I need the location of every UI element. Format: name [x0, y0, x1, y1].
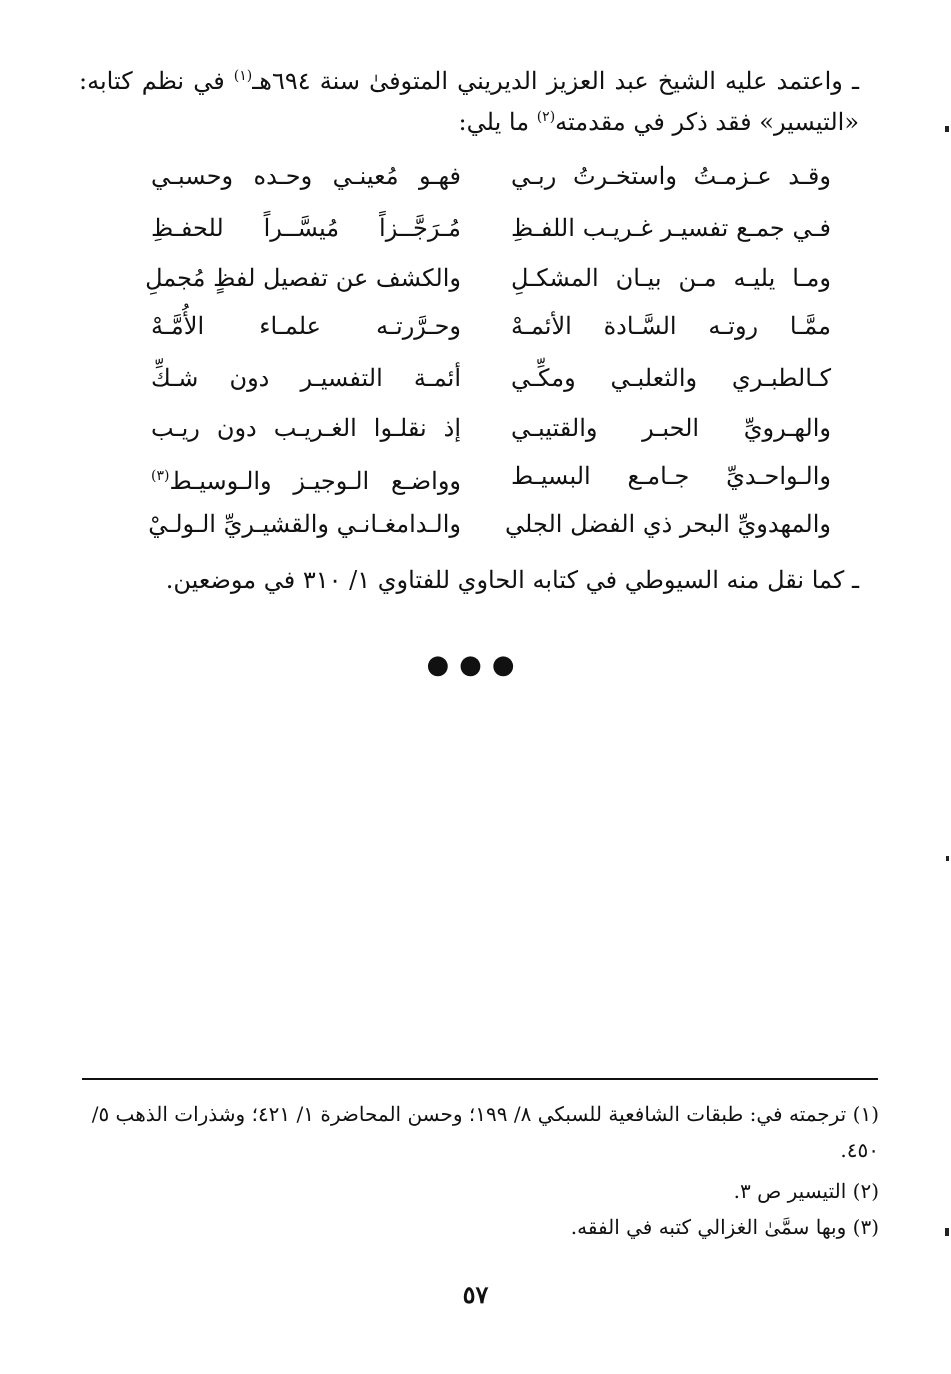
intro-text: ـ واعتمد عليه الشيخ عبد العزيز الديريني المتوفىٰ سنة ٦٩٤هـ — [252, 67, 859, 95]
verse-line — [151, 204, 831, 252]
verse-second-hemistich: وحـرَّرتـه علمـاء الأُمَّـهْ — [151, 312, 461, 340]
footnote-text: وبها سمَّىٰ الغزالي كتبه في الفقه. — [570, 1215, 847, 1239]
closing-paragraph: ـ كما نقل منه السيوطي في كتابه الحاوي للفتاوي ١/ ٣١٠ في موضعين. — [165, 566, 859, 594]
verse-second-hemistich: فهـو مُعينـي وحـده وحسبـي — [151, 162, 461, 190]
verse-first-hemistich: ممَّـا روتـه السَّـادة الأئمـهْ — [511, 312, 831, 340]
verse-line — [145, 254, 831, 302]
footnote-ref-1[interactable]: (١) — [233, 68, 253, 84]
footnote-item — [79, 1173, 879, 1209]
footnote-item — [79, 1209, 879, 1245]
verse-line — [151, 354, 831, 402]
scan-speck — [945, 126, 949, 132]
footnote-number: (٢) — [852, 1179, 879, 1203]
verse-first-hemistich: فـي جمـع تفسيـر غـريـب اللفـظِ — [511, 214, 831, 242]
verse-first-hemistich: وقـد عـزمـتُ واستخـرتُ ربـي — [511, 162, 831, 190]
verse-first-hemistich: ومـا يليـه مـن بيـان المشكـلِ — [511, 264, 831, 292]
verse-line — [151, 404, 831, 452]
verse-line — [151, 152, 831, 200]
verse-second-hemistich: إذ نقلـوا الغـريـب دون ريـب — [151, 414, 461, 442]
footnote-number: (١) — [852, 1102, 879, 1126]
verse-first-hemistich: والمهدويِّ البحر ذي الفضل الجلي — [505, 510, 831, 538]
section-separator: ●●● — [426, 650, 525, 680]
intro-text-continued: في نظم كتابه: «التيسير» فقد ذكر في مقدمته — [79, 67, 859, 136]
footnote-ref-2[interactable]: (٢) — [536, 109, 556, 125]
verse-line — [151, 452, 831, 500]
verse-second-hemistich: والـدامغـانـي والقشيـريِّ الـولـيْ — [148, 510, 461, 538]
verse-second-hemistich — [151, 452, 461, 505]
footnote-ref-3[interactable]: (٣) — [151, 468, 170, 484]
verse-first-hemistich: كـالطبـري والثعلبـي ومكِّـي — [511, 364, 831, 392]
footnote-text: ترجمته في: طبقات الشافعية للسبكي ٨/ ١٩٩؛ وحسن المحاضرة ١/ ٤٢١؛ وشذرات الذهب ٥/ ٤٥٠. — [91, 1102, 879, 1162]
verse-second-hemistich: والكشف عن تفصيل لفظٍ مُجملِ — [145, 264, 461, 292]
footnote-text: التيسير ص ٣. — [733, 1179, 847, 1203]
scan-speck — [945, 1228, 949, 1236]
verse-first-hemistich: والـواحـديِّ جـامـع البسيـط — [511, 462, 831, 490]
verse-second-hemistich: مُـرَجَّــزاً مُيسَّــراً للحفـظِ — [151, 214, 461, 242]
verse-second-hemistich: أئمـة التفسيـر دون شـكِّ — [151, 364, 461, 392]
scan-speck — [946, 856, 949, 861]
footnote-divider — [82, 1078, 878, 1080]
verse-line — [148, 500, 831, 548]
footnote-item — [79, 1096, 879, 1168]
verse-second-text: وواضـع الـوجيـز والـوسيـط — [169, 467, 461, 495]
footnote-number: (٣) — [852, 1215, 879, 1239]
intro-text-tail: ما يلي: — [458, 108, 537, 136]
verse-first-hemistich: والهـرويِّ الحبـر والقتيبـي — [511, 414, 831, 442]
verse-line — [151, 302, 831, 350]
intro-paragraph — [79, 58, 859, 140]
page-number: ٥٧ — [462, 1280, 489, 1309]
